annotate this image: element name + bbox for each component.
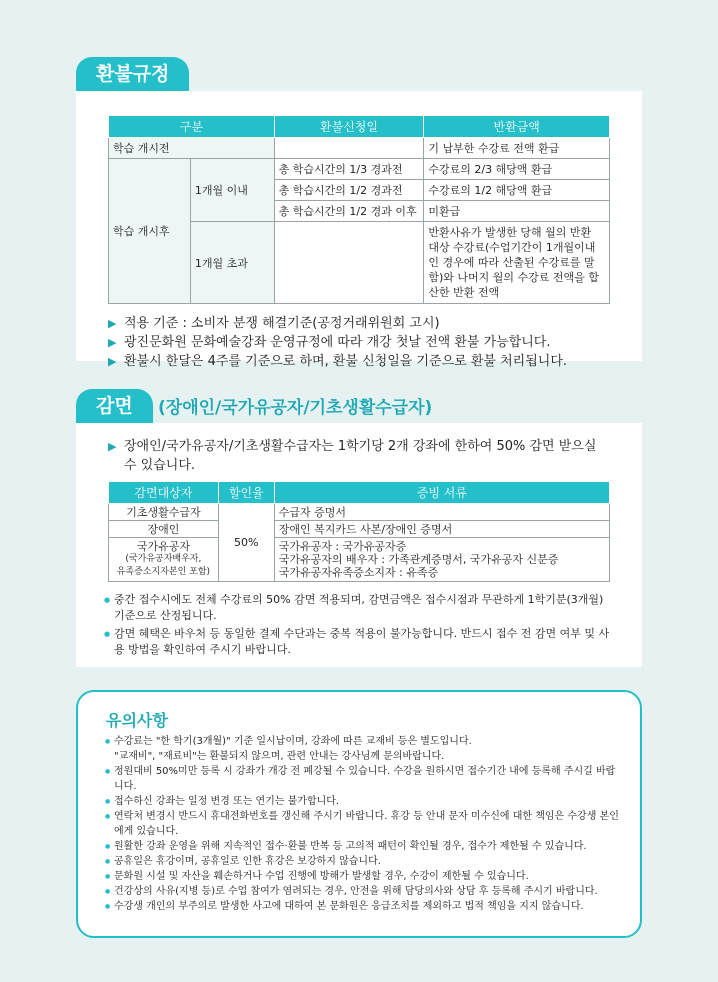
discount-header-docs: 증빙 서류 [274, 482, 609, 504]
discount-intro-text: ▶ 장애인/국가유공자/기초생활수급자는 1학기당 2개 강좌에 한하여 50% 감면 받으실 수 있습니다. [108, 437, 610, 475]
refund-within-period: 총 학습시간의 1/2 경과 이후 [274, 201, 424, 222]
refund-header-amount: 반환금액 [424, 116, 610, 138]
refund-before-amount: 기 납부한 수강료 전액 환급 [424, 138, 610, 159]
notice-item: ● 건강상의 사유(지병 등)로 수업 참여가 염려되는 경우, 안전을 위해 담당의사와 상담 후 등록해 주시기 바랍니다. [104, 884, 622, 899]
refund-over-amount: 반환사유가 발생한 당해 월의 반환 대상 수강료(수업기간이 1개월이내인 경우에 따라 산출된 수강료를 말함)와 나머지 월의 수강료 전액을 합산한 반환 전액 [424, 222, 610, 304]
discount-intro [108, 437, 610, 475]
refund-header-category: 구분 [109, 116, 275, 138]
refund-within-label: 1개월 이내 [190, 159, 274, 222]
notice-box [76, 690, 642, 938]
notice-item: ● 문화원 시설 및 자산을 훼손하거나 수업 진행에 방해가 발생할 경우, 수강이 제한될 수 있습니다. [104, 869, 622, 884]
discount-doc: 수급자 증명서 [274, 504, 609, 521]
refund-panel [76, 91, 642, 369]
notice-item: ● 수강생 개인의 부주의로 발생한 사고에 대하여 본 문화원은 응급조치를 제외하고 법적 책임을 지지 않습니다. [104, 899, 622, 914]
refund-within-period: 총 학습시간의 1/3 경과전 [274, 159, 424, 180]
notice-item [104, 734, 622, 764]
refund-header-date: 환불신청일 [274, 116, 424, 138]
discount-note: ● 감면 혜택은 바우처 등 동일한 결제 수단과는 중복 적용이 불가능합니다. 반드시 접수 전 감면 여부 및 사용 방법을 확인하여 주시기 바랍니다. [102, 626, 610, 658]
discount-header-target: 감면대상자 [109, 482, 219, 504]
discount-header-rate: 할인율 [218, 482, 274, 504]
discount-doc: 장애인 복지카드 사본/장애인 증명서 [274, 521, 609, 538]
discount-target: 국가유공자 [136, 540, 190, 553]
notice-list [104, 734, 622, 914]
discount-doc-group [274, 538, 609, 582]
refund-note: ▶ 광진문화원 문화예술강좌 운영규정에 따라 개강 첫날 전액 환불 가능합니다. [108, 333, 610, 352]
notice-item: ● 연락처 변경시 반드시 휴대전화번호를 갱신해 주시기 바랍니다. 휴강 등 안내 문자 미수신에 대한 책임은 수강생 본인에게 있습니다. [104, 809, 622, 839]
notice-item-text: 수강료는 "한 학기(3개월)" 기준 일시납이며, 강좌에 따른 교재비 등은 별도입니다. [114, 736, 472, 747]
refund-before-label: 학습 개시전 [109, 138, 275, 159]
discount-section-tag: 감면 [76, 389, 153, 423]
discount-notes [102, 592, 610, 658]
notice-title: 유의사항 [106, 711, 168, 730]
notice-item: ● 공휴일은 휴강이며, 공휴일로 인한 휴강은 보강하지 않습니다. [104, 854, 622, 869]
notice-item: ● 원활한 강좌 운영을 위해 지속적인 접수·환불 반복 등 고의적 패턴이 확인될 경우, 접수가 제한될 수 있습니다. [104, 839, 622, 854]
discount-target-group [109, 538, 219, 582]
refund-over-date [274, 222, 424, 304]
refund-notes [108, 314, 610, 371]
discount-doc: 국가유공자유족증소지자 : 유족증 [278, 566, 439, 579]
discount-target-sub: (국가유공자배우자, 유족증소지자본인 포함) [116, 554, 211, 577]
refund-before-date [274, 138, 424, 159]
refund-section-tag: 환불규정 [76, 57, 189, 91]
discount-panel [76, 423, 642, 667]
refund-within-amount: 수강료의 1/2 해당액 환급 [424, 180, 610, 201]
notice-item: ● 정원대비 50%미만 등록 시 강좌가 개강 전 폐강될 수 있습니다. 수강을 원하시면 접수기간 내에 등록해 주시길 바랍니다. [104, 764, 622, 794]
discount-doc: 국가유공자의 배우자 : 가족관계증명서, 국가유공자 신분증 [278, 553, 559, 566]
discount-table [108, 481, 610, 582]
refund-note: ▶ 적용 기준 : 소비자 분쟁 해결기준(공정거래위원회 고시) [108, 314, 610, 333]
discount-target: 기초생활수급자 [109, 504, 219, 521]
refund-within-period: 총 학습시간의 1/2 경과전 [274, 180, 424, 201]
discount-rate: 50% [218, 504, 274, 582]
refund-note: ▶ 환불시 한달은 4주를 기준으로 하며, 환불 신청일을 기준으로 환불 처리됩니다. [108, 352, 610, 371]
refund-within-amount: 수강료의 2/3 해당액 환급 [424, 159, 610, 180]
refund-after-label: 학습 개시후 [109, 159, 191, 304]
discount-subtitle: (장애인/국가유공자/기초생활수급자) [158, 398, 433, 418]
notice-item: ● 접수하신 강좌는 일정 변경 또는 연기는 불가합니다. [104, 794, 622, 809]
discount-target: 장애인 [109, 521, 219, 538]
refund-within-amount: 미환급 [424, 201, 610, 222]
notice-item-sub: "교재비", "재료비"는 환불되지 않으며, 관련 안내는 강사님께 문의바랍니다. [114, 751, 445, 762]
refund-table [108, 115, 610, 304]
discount-note: ● 중간 접수시에도 전체 수강료의 50% 감면 적용되며, 감면금액은 접수시점과 무관하게 1학기분(3개월)기준으로 산정됩니다. [102, 592, 610, 624]
discount-doc: 국가유공자 : 국가유공자증 [278, 540, 407, 553]
refund-over-label: 1개월 초과 [190, 222, 274, 304]
